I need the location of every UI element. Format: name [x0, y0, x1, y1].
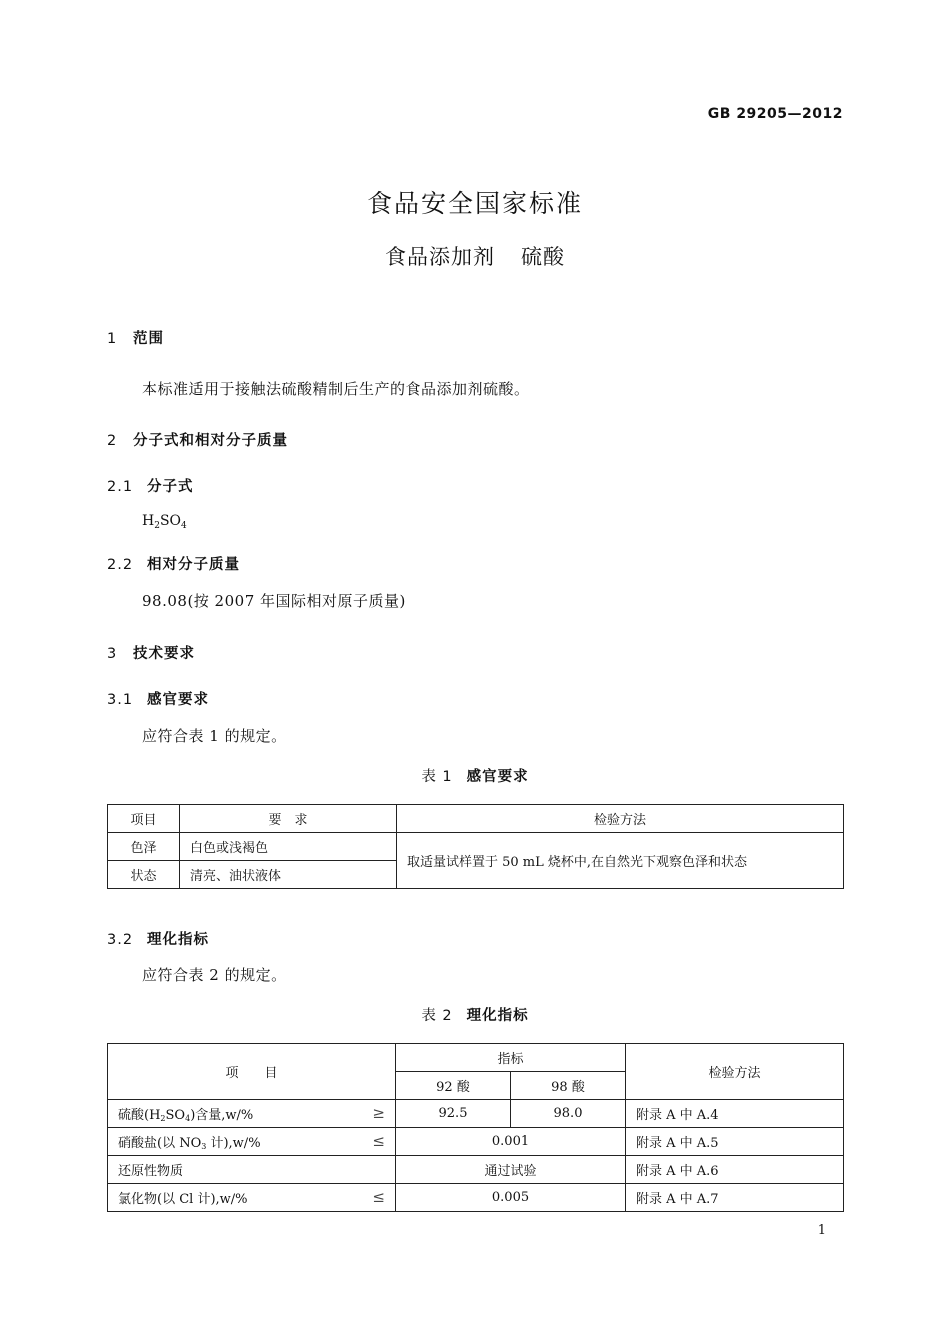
section-title: 范围	[133, 331, 164, 347]
cell-value: 通过试验	[396, 1156, 626, 1184]
cell-method: 附录 A 中 A.7	[626, 1184, 844, 1212]
section-3-2-text: 应符合表 2 的规定。	[142, 966, 287, 984]
sensory-requirements-table	[107, 804, 844, 889]
table-row	[108, 833, 844, 861]
section-number: 2	[107, 433, 118, 449]
cell-method: 取适量试样置于 50 mL 烧杯中,在自然光下观察色泽和状态	[397, 833, 844, 889]
header-requirement: 要 求	[180, 805, 397, 833]
cell-item: 还原性物质	[108, 1156, 396, 1184]
document-subtitle	[0, 241, 950, 271]
header-method: 检验方法	[626, 1044, 844, 1100]
cell-method: 附录 A 中 A.4	[626, 1100, 844, 1128]
section-number: 3.2	[107, 932, 134, 948]
section-3-1-text: 应符合表 1 的规定。	[142, 727, 287, 745]
physicochemical-table	[107, 1043, 844, 1212]
table-header-row	[108, 805, 844, 833]
page-number: 1	[817, 1223, 826, 1238]
cell-item: 状态	[108, 861, 180, 889]
header-98-acid: 98 酸	[511, 1072, 626, 1100]
inequality-symbol: ≤	[372, 1132, 385, 1150]
header-92-acid: 92 酸	[396, 1072, 511, 1100]
cell-item: 色泽	[108, 833, 180, 861]
header-method: 检验方法	[397, 805, 844, 833]
cell-method: 附录 A 中 A.5	[626, 1128, 844, 1156]
cell-value: 0.005	[396, 1184, 626, 1212]
cell-item: 硫酸$(H_2SO_4)$含量,w/% ≥	[108, 1100, 396, 1128]
header-item: 项目	[108, 805, 180, 833]
subtitle-part-b: 硫酸	[521, 245, 565, 269]
section-number: 1	[107, 331, 118, 347]
cell-requirement: 清亮、油状液体	[180, 861, 397, 889]
cell-requirement: 白色或浅褐色	[180, 833, 397, 861]
section-number: 3	[107, 646, 118, 662]
document-title: 食品安全国家标准	[366, 189, 583, 218]
section-title: 相对分子质量	[147, 557, 240, 573]
section-3-2-heading	[107, 928, 209, 949]
section-3-heading	[107, 642, 195, 663]
section-number: 2.2	[107, 557, 134, 573]
molecular-formula: $H_2SO_4$	[142, 513, 187, 531]
header-item: 项 目	[108, 1044, 396, 1100]
molecular-mass-text: 98.08(按 2007 年国际相对原子质量)	[142, 592, 406, 610]
section-2-2-heading	[107, 553, 240, 574]
section-1-text: 本标准适用于接触法硫酸精制后生产的食品添加剂硫酸。	[142, 380, 530, 398]
section-2-1-heading	[107, 475, 194, 496]
section-title: 分子式	[147, 479, 194, 495]
section-title: 分子式和相对分子质量	[133, 433, 288, 449]
cell-value-98: 98.0	[511, 1100, 626, 1128]
table-row	[108, 1184, 844, 1212]
section-number: 3.1	[107, 692, 134, 708]
section-title: 理化指标	[147, 932, 209, 948]
header-index: 指标	[396, 1044, 626, 1072]
section-3-1-heading	[107, 688, 209, 709]
section-title: 技术要求	[133, 646, 195, 662]
section-1-heading	[107, 327, 164, 348]
subtitle-part-a: 食品添加剂	[385, 245, 495, 269]
table-row	[108, 1156, 844, 1184]
inequality-symbol: ≥	[372, 1104, 385, 1122]
section-2-heading	[107, 429, 288, 450]
table-row	[108, 1128, 844, 1156]
cell-value: 0.001	[396, 1128, 626, 1156]
section-number: 2.1	[107, 479, 134, 495]
cell-item: 硝酸盐(以 $NO_3$ 计),w/% ≤	[108, 1128, 396, 1156]
inequality-symbol: ≤	[372, 1188, 385, 1206]
section-title: 感官要求	[147, 692, 209, 708]
cell-value-92: 92.5	[396, 1100, 511, 1128]
table-header-row	[108, 1044, 844, 1072]
table-row	[108, 1100, 844, 1128]
standard-number: GB 29205—2012	[707, 106, 843, 122]
cell-item: 氯化物(以 Cl 计),w/% ≤	[108, 1184, 396, 1212]
table-2-caption: 表 2 理化指标	[421, 1008, 529, 1024]
table-1-caption: 表 1 感官要求	[421, 769, 529, 785]
cell-method: 附录 A 中 A.6	[626, 1156, 844, 1184]
